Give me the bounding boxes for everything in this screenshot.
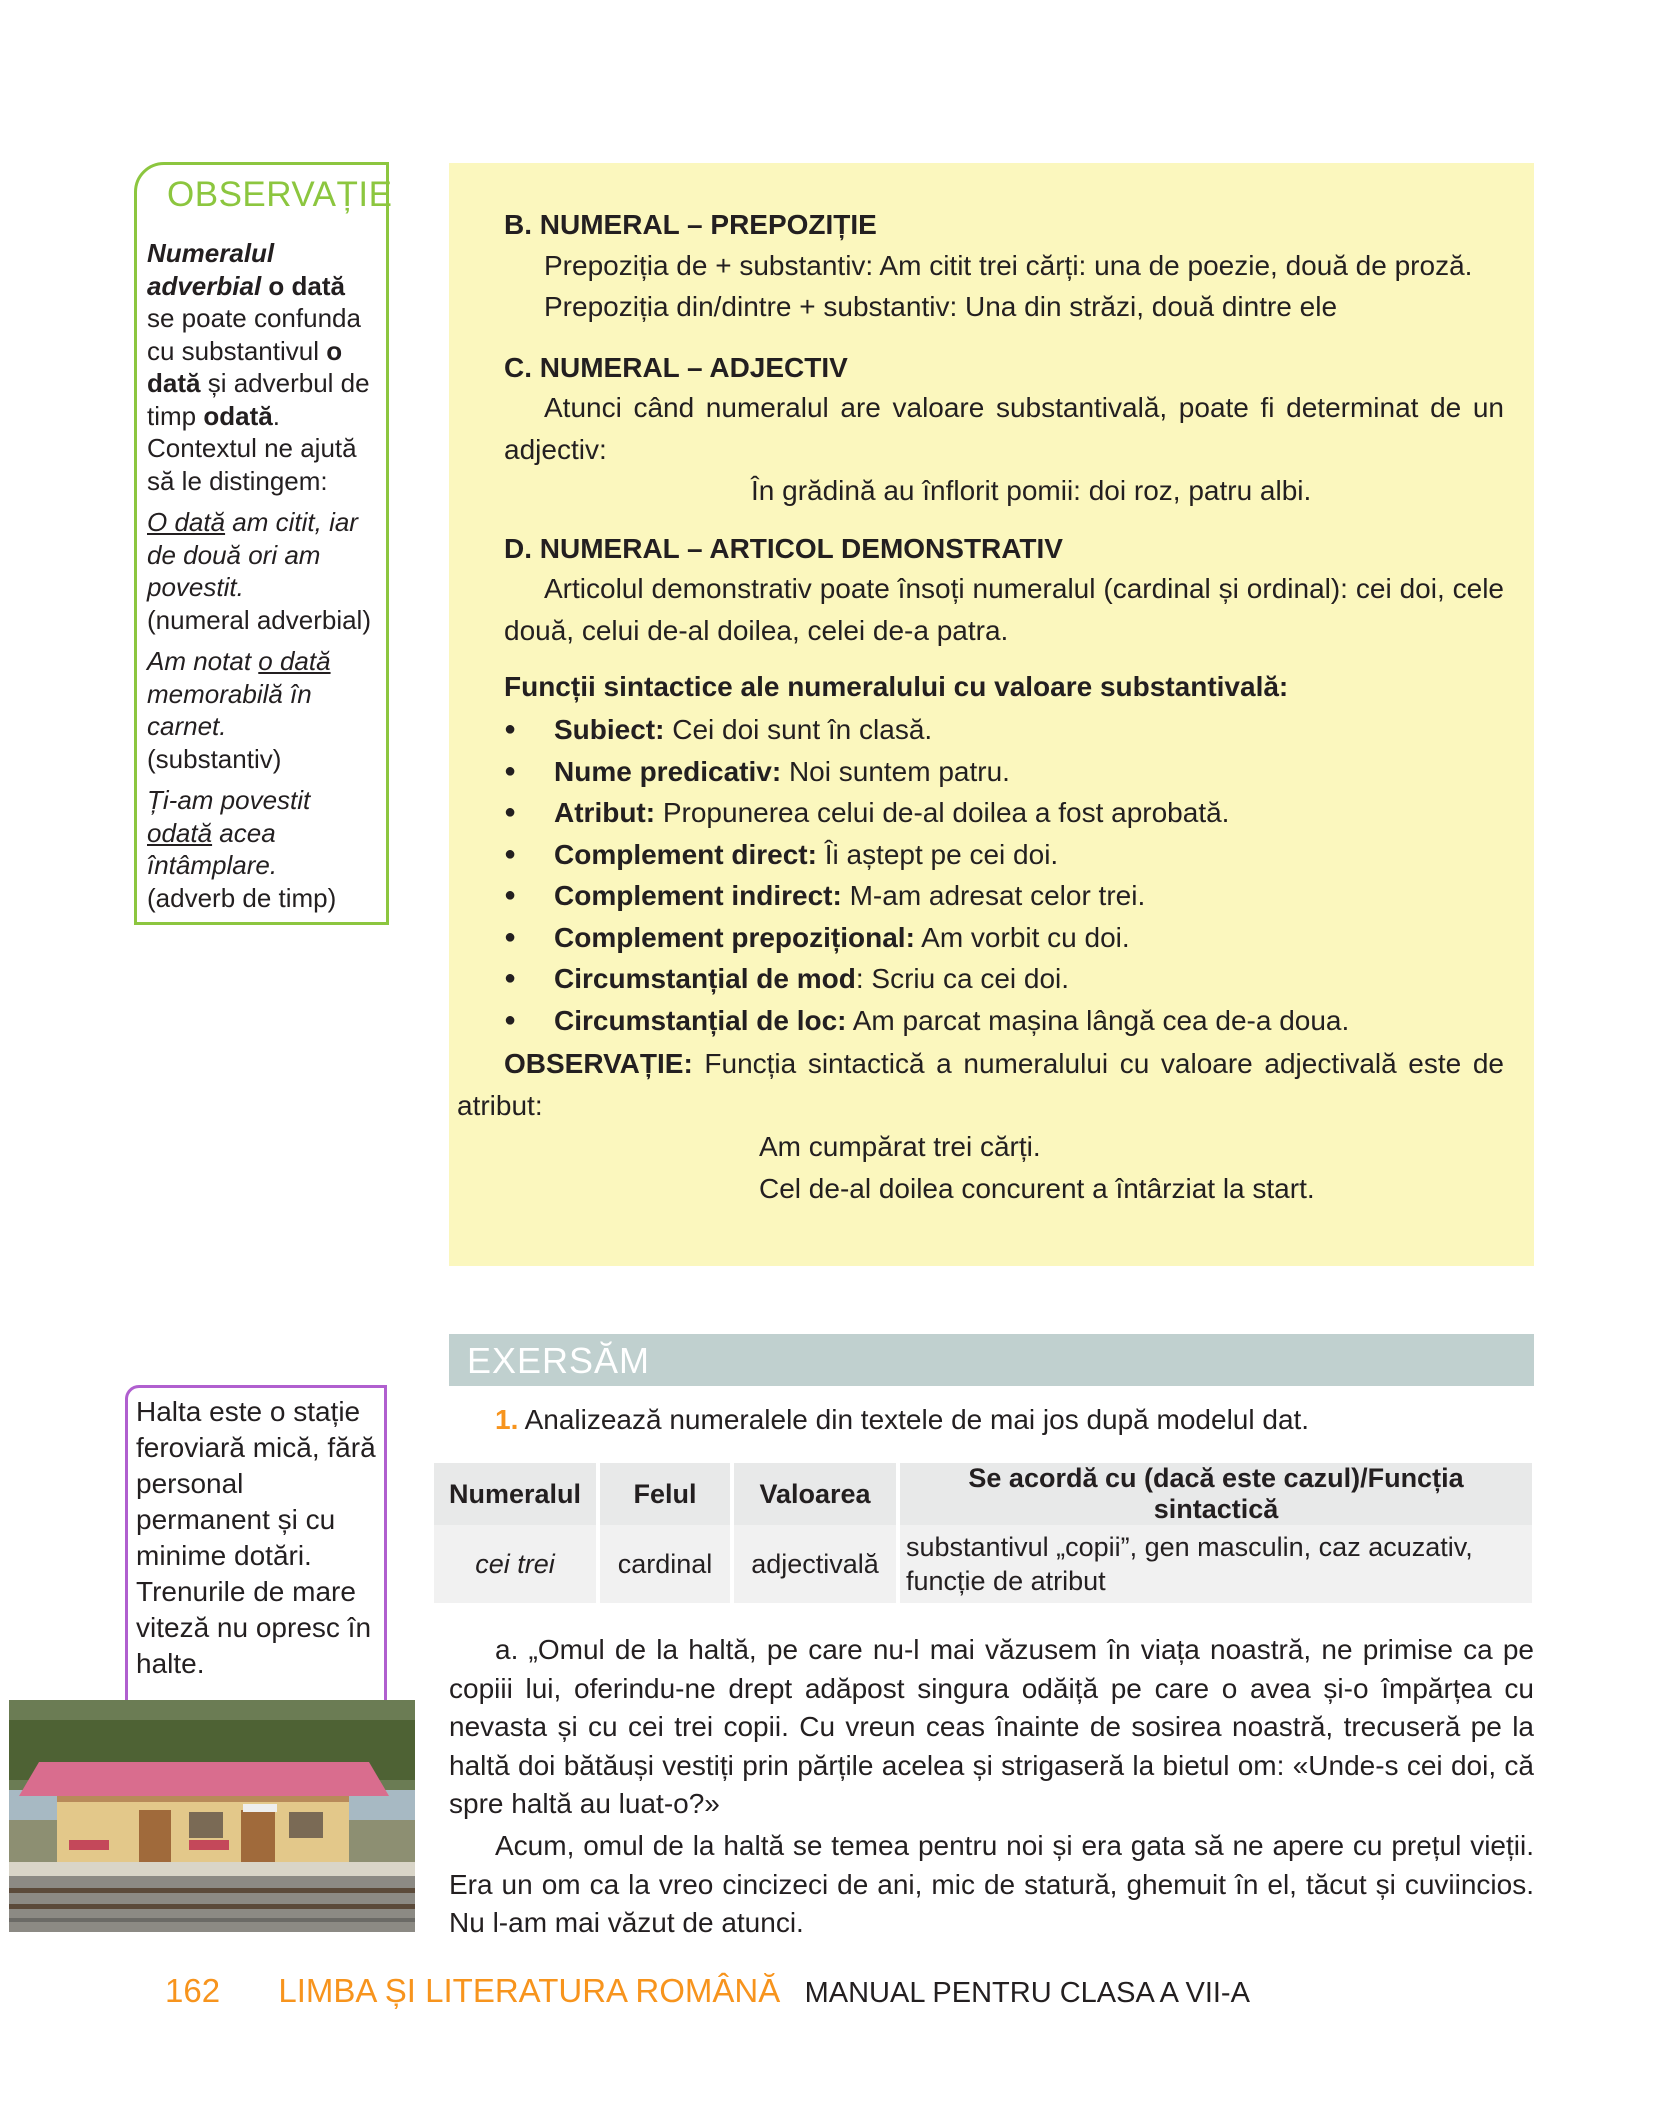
list-item: ● Subiect: Cei doi sunt în clasă. bbox=[504, 709, 1349, 751]
section-b-line-1: Prepoziția de + substantiv: Am citit trei cărți: una de poezie, două de proză. bbox=[544, 250, 1473, 281]
list-item: ● Circumstanțial de mod: Scriu ca cei doi. bbox=[504, 958, 1349, 1000]
halta-note-box bbox=[125, 1385, 387, 1705]
list-item: ● Complement direct: Îi aștept pe cei doi. bbox=[504, 834, 1349, 876]
section-c-example: În grădină au înflorit pomii: doi roz, patru albi. bbox=[751, 475, 1312, 506]
table-cell: cardinal bbox=[600, 1525, 730, 1603]
list-item: ● Complement indirect: M-am adresat celor trei. bbox=[504, 875, 1349, 917]
station-photo bbox=[9, 1700, 415, 1932]
section-b-title: B. NUMERAL – PREPOZIȚIE bbox=[504, 209, 877, 240]
list-item: ● Circumstanțial de loc: Am parcat mașina lângă cea de-a doua. bbox=[504, 1000, 1349, 1042]
section-c-title: C. NUMERAL – ADJECTIV bbox=[504, 352, 848, 383]
functions-title: Funcții sintactice ale numeralului cu valoare substantivală: bbox=[504, 671, 1289, 702]
functions-list bbox=[504, 709, 1349, 1041]
list-item: ● Complement prepozițional: Am vorbit cu doi. bbox=[504, 917, 1349, 959]
table-cell: substantivul „copii”, gen masculin, caz acuzativ, funcție de atribut bbox=[900, 1525, 1532, 1603]
table-header: Se acordă cu (dacă este cazul)/Funcția sintactică bbox=[900, 1463, 1532, 1525]
section-d-line-1: Articolul demonstrativ poate însoți numeralul (cardinal și ordinal): cei doi, cele bbox=[544, 573, 1504, 604]
section-d-title: D. NUMERAL – ARTICOL DEMONSTRATIV bbox=[504, 533, 1063, 564]
table-cell: cei trei bbox=[434, 1525, 596, 1603]
table-cell: adjectivală bbox=[734, 1525, 896, 1603]
observation-note-line-2: atribut: bbox=[457, 1090, 543, 1121]
page-footer bbox=[165, 1972, 1250, 2010]
observation-title: OBSERVAȚIE bbox=[167, 175, 393, 214]
table-header: Valoarea bbox=[734, 1463, 896, 1525]
observation-example-3: Ți-am povestit odată acea întâmplare. (adverb de timp) bbox=[147, 785, 337, 913]
analysis-table bbox=[430, 1463, 1536, 1603]
section-c-line-1: Atunci când numeralul are valoare substantivală, poate fi determinat de un bbox=[544, 392, 1504, 423]
observation-sidebar bbox=[134, 162, 393, 925]
list-item: ● Atribut: Propunerea celui de-al doilea a fost aprobată. bbox=[504, 792, 1349, 834]
observation-example-a: Am cumpărat trei cărți. bbox=[759, 1131, 1041, 1162]
exersam-header bbox=[449, 1334, 1534, 1386]
list-item: ● Nume predicativ: Noi suntem patru. bbox=[504, 751, 1349, 793]
book-title: LIMBA ȘI LITERATURA ROMÂNĂ bbox=[278, 1972, 781, 2009]
text-paragraph-a: a. „Omul de la haltă, pe care nu-l mai văzusem în viața noastră, ne primise ca pe copiii lui, oferindu-ne drept adăpost singura odăiță pe care o avea și-o împărțea cu nevasta și cu cei trei copii. Cu vreun ceas înainte de sosirea noastră, trecuseră pe la haltă doi bătăuși vestiți prin părțile acelea și strigaseră la bietul om: «Unde-s cei doi, că spre haltă au luat-o?» bbox=[449, 1634, 1534, 1819]
page-number: 162 bbox=[165, 1972, 221, 2009]
observation-example-2: Am notat o dată memorabilă în carnet. (substantiv) bbox=[147, 646, 331, 774]
observation-text bbox=[147, 237, 379, 923]
book-subtitle: MANUAL PENTRU CLASA A VII-A bbox=[804, 1977, 1250, 2009]
exersam-title: EXERSĂM bbox=[467, 1340, 651, 1381]
table-row bbox=[434, 1525, 1532, 1603]
theory-box bbox=[449, 163, 1534, 1266]
section-b-line-2: Prepoziția din/dintre + substantiv: Una din străzi, două dintre ele bbox=[544, 291, 1338, 322]
table-header-row bbox=[434, 1463, 1532, 1525]
section-c-line-2: adjectiv: bbox=[504, 434, 607, 465]
observation-intro: Numeralul adverbial o dată se poate confunda cu substantivul o dată și adverbul de timp odată. Contextul ne ajută să le distingem: bbox=[147, 238, 370, 496]
section-d-line-2: două, celui de-al doilea, celei de-a patra. bbox=[504, 615, 1009, 646]
halta-note: Halta este o stație feroviară mică, fără personal permanent și cu minime dotări. Trenurile de mare viteză nu opresc în halte. bbox=[136, 1396, 376, 1679]
table-header: Numeralul bbox=[434, 1463, 596, 1525]
task-instruction: 1. Analizează numeralele din textele de mai jos după modelul dat. bbox=[495, 1404, 1310, 1435]
observation-note-line-1: OBSERVAȚIE: Funcția sintactică a numeralului cu valoare adjectivală este de bbox=[504, 1048, 1504, 1079]
table-header: Felul bbox=[600, 1463, 730, 1525]
observation-example-b: Cel de-al doilea concurent a întârziat la start. bbox=[759, 1173, 1315, 1204]
text-paragraph-b: Acum, omul de la haltă se temea pentru noi și era gata să ne apere cu prețul vieții. Era un om ca la vreo cincizeci de ani, mic de statură, ghemuit în el, tăcut și cuviincios. Nu l-am mai văzut de atunci. bbox=[449, 1830, 1534, 1938]
observation-example-1: O dată am citit, iar de două ori am povestit. (numeral adverbial) bbox=[147, 507, 371, 635]
